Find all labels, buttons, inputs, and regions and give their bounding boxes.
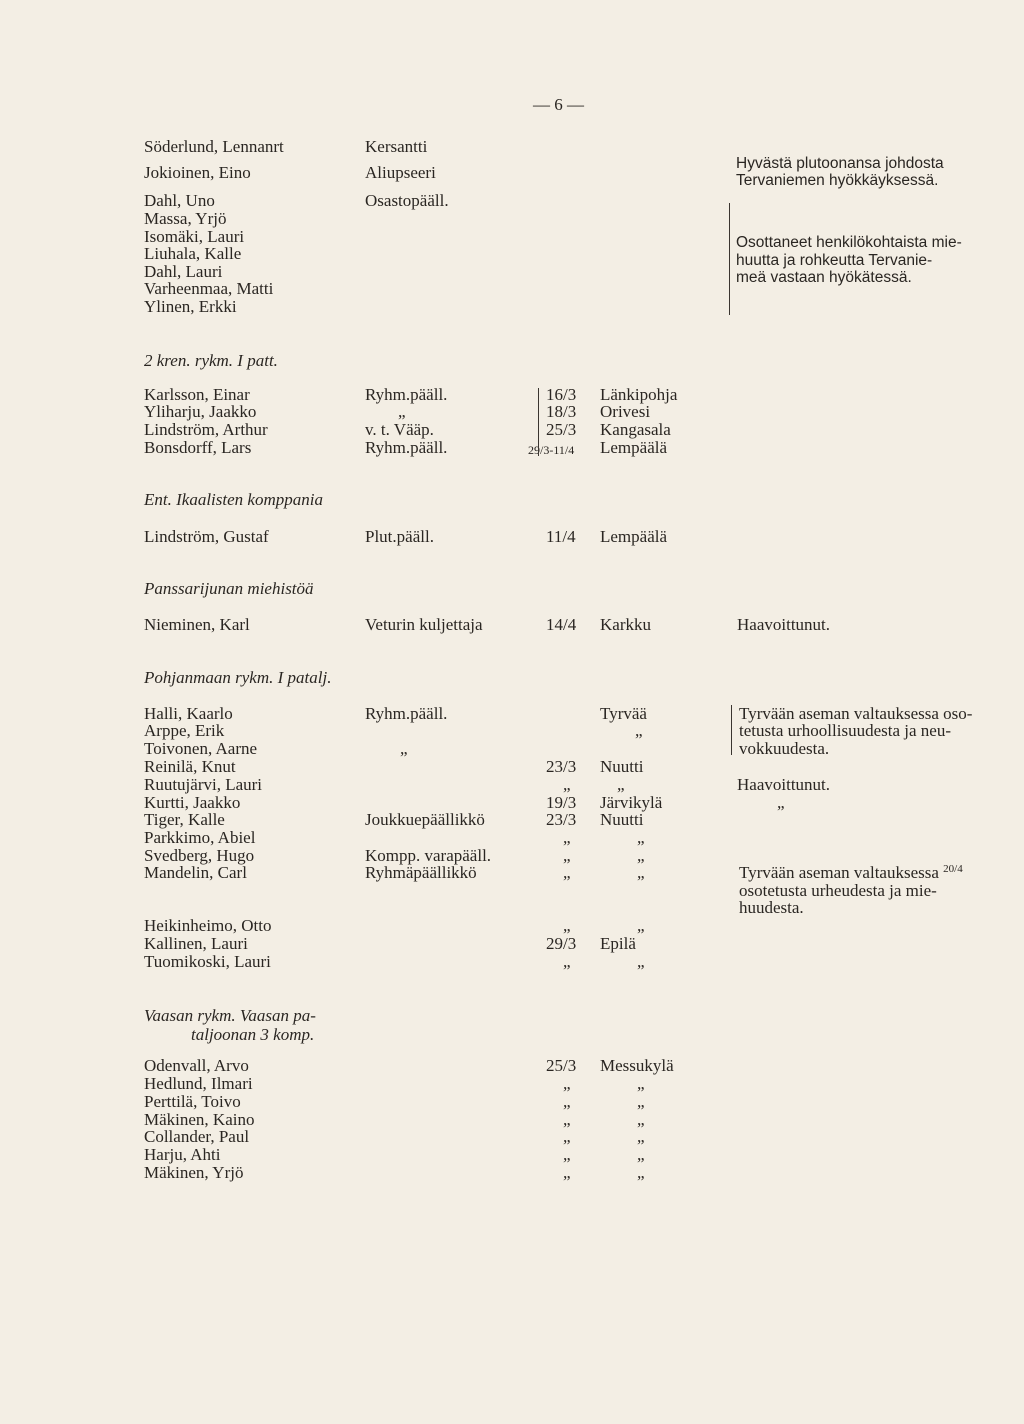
page-number: — 6 — bbox=[533, 95, 584, 114]
name-cell: Dahl, Lauri bbox=[144, 262, 223, 281]
section-heading: Ent. Ikaalisten komppania bbox=[144, 490, 323, 509]
note-date: 20/4 bbox=[943, 863, 963, 875]
place-cell: „ bbox=[637, 1145, 645, 1164]
name-cell: Bonsdorff, Lars bbox=[144, 438, 252, 457]
note-line: Tyrvään aseman valtauksessa oso- bbox=[739, 704, 973, 723]
note-cell: Haavoittunut. bbox=[737, 615, 831, 634]
date-cell: „ bbox=[563, 1163, 571, 1182]
name-cell: Collander, Paul bbox=[144, 1127, 250, 1146]
date-cell: 29/3-11/4 bbox=[528, 443, 575, 457]
note-line: Hyvästä plutoonansa johdosta bbox=[736, 155, 944, 172]
name-cell: Ylinen, Erkki bbox=[144, 297, 237, 316]
name-cell: Arppe, Erik bbox=[144, 721, 225, 740]
note-cell: Haavoittunut. bbox=[737, 775, 831, 794]
note-line: osotetusta urheudesta ja mie- bbox=[739, 881, 937, 900]
name-cell: Karlsson, Einar bbox=[144, 385, 250, 404]
name-cell: Halli, Kaarlo bbox=[144, 704, 233, 723]
date-cell: 23/3 bbox=[546, 757, 577, 776]
note-line: vokkuudesta. bbox=[739, 739, 830, 758]
name-cell: Heikinheimo, Otto bbox=[144, 916, 272, 935]
date-cell: „ bbox=[563, 1110, 571, 1129]
rank-cell: v. t. Vääp. bbox=[365, 420, 434, 439]
rank-cell: Ryhm.pääll. bbox=[365, 438, 448, 457]
date-cell: 19/3 bbox=[546, 793, 577, 812]
name-cell: Kallinen, Lauri bbox=[144, 934, 248, 953]
name-cell: Massa, Yrjö bbox=[144, 209, 227, 228]
place-cell: Järvikylä bbox=[600, 793, 663, 812]
date-cell: „ bbox=[563, 828, 571, 847]
place-cell: „ bbox=[617, 775, 625, 794]
place-cell: „ bbox=[637, 1074, 645, 1093]
note-cell: „ bbox=[777, 793, 785, 812]
name-cell: Isomäki, Lauri bbox=[144, 227, 245, 246]
date-cell: „ bbox=[563, 1074, 571, 1093]
name-cell: Svedberg, Hugo bbox=[144, 846, 255, 865]
date-cell: 18/3 bbox=[546, 402, 577, 421]
date-cell: 14/4 bbox=[546, 615, 577, 634]
rank-cell: Osastopääll. bbox=[365, 191, 449, 210]
rank-cell: Ryhm.pääll. bbox=[365, 385, 448, 404]
rank-cell: Veturin kuljettaja bbox=[365, 615, 483, 634]
date-cell: 29/3 bbox=[546, 934, 577, 953]
name-cell: Odenvall, Arvo bbox=[144, 1056, 249, 1075]
rank-cell: „ bbox=[400, 739, 408, 758]
name-cell: Perttilä, Toivo bbox=[144, 1092, 241, 1111]
brace-line bbox=[538, 388, 539, 456]
place-cell: „ bbox=[635, 721, 643, 740]
date-cell: „ bbox=[563, 775, 571, 794]
date-cell: 16/3 bbox=[546, 385, 577, 404]
name-cell: Nieminen, Karl bbox=[144, 615, 250, 634]
date-cell: „ bbox=[563, 846, 571, 865]
section-heading: Panssarijunan miehistöä bbox=[144, 579, 314, 598]
name-cell: Ruutujärvi, Lauri bbox=[144, 775, 263, 794]
name-cell: Jokioinen, Eino bbox=[144, 163, 251, 182]
date-cell: 11/4 bbox=[546, 527, 576, 546]
section-heading: Pohjanmaan rykm. I patalj. bbox=[144, 668, 332, 687]
date-cell: „ bbox=[563, 1127, 571, 1146]
place-cell: Lempäälä bbox=[600, 527, 668, 546]
section-heading: taljoonan 3 komp. bbox=[191, 1025, 315, 1044]
name-cell: Mäkinen, Kaino bbox=[144, 1110, 255, 1129]
note-line: meä vastaan hyökätessä. bbox=[736, 269, 912, 286]
name-cell: Harju, Ahti bbox=[144, 1145, 221, 1164]
date-cell: 25/3 bbox=[546, 1056, 577, 1075]
place-cell: Karkku bbox=[600, 615, 651, 634]
rank-cell: Ryhmäpäällikkö bbox=[365, 863, 477, 882]
name-cell: Parkkimo, Abiel bbox=[144, 828, 256, 847]
rank-cell: Ryhm.pääll. bbox=[365, 704, 448, 723]
place-cell: Lempäälä bbox=[600, 438, 668, 457]
place-cell: „ bbox=[637, 952, 645, 971]
name-cell: Lindström, Arthur bbox=[144, 420, 268, 439]
place-cell: Nuutti bbox=[600, 757, 644, 776]
place-cell: „ bbox=[637, 916, 645, 935]
date-cell: 23/3 bbox=[546, 810, 577, 829]
name-cell: Kurtti, Jaakko bbox=[144, 793, 241, 812]
note-line bbox=[739, 864, 963, 882]
name-cell: Liuhala, Kalle bbox=[144, 244, 242, 263]
name-cell: Söderlund, Lennanrt bbox=[144, 137, 284, 156]
name-cell: Yliharju, Jaakko bbox=[144, 402, 257, 421]
rank-cell: Joukkuepäällikkö bbox=[365, 810, 485, 829]
brace-line bbox=[731, 705, 732, 755]
name-cell: Hedlund, Ilmari bbox=[144, 1074, 253, 1093]
name-cell: Tuomikoski, Lauri bbox=[144, 952, 271, 971]
rank-cell: „ bbox=[398, 402, 406, 421]
place-cell: Messukylä bbox=[600, 1056, 674, 1075]
section-heading: 2 kren. rykm. I patt. bbox=[144, 351, 278, 370]
name-cell: Mäkinen, Yrjö bbox=[144, 1163, 244, 1182]
name-cell: Tiger, Kalle bbox=[144, 810, 225, 829]
place-cell: Epilä bbox=[600, 934, 636, 953]
date-cell: 25/3 bbox=[546, 420, 577, 439]
place-cell: Kangasala bbox=[600, 420, 671, 439]
date-cell: „ bbox=[563, 863, 571, 882]
place-cell: „ bbox=[637, 846, 645, 865]
name-cell: Reinilä, Knut bbox=[144, 757, 236, 776]
place-cell: „ bbox=[637, 1092, 645, 1111]
note-text: Tyrvään aseman valtauksessa bbox=[739, 863, 939, 882]
name-cell: Lindström, Gustaf bbox=[144, 527, 269, 546]
date-cell: „ bbox=[563, 916, 571, 935]
place-cell: „ bbox=[637, 1163, 645, 1182]
place-cell: „ bbox=[637, 863, 645, 882]
place-cell: „ bbox=[637, 1110, 645, 1129]
note-line: huutta ja rohkeutta Tervanie- bbox=[736, 252, 933, 269]
date-cell: „ bbox=[563, 1145, 571, 1164]
note-line: Osottaneet henkilökohtaista mie- bbox=[736, 234, 962, 251]
rank-cell: Kompp. varapääll. bbox=[365, 846, 492, 865]
name-cell: Varheenmaa, Matti bbox=[144, 279, 274, 298]
place-cell: „ bbox=[637, 1127, 645, 1146]
place-cell: Länkipohja bbox=[600, 385, 678, 404]
note-line: huudesta. bbox=[739, 898, 804, 917]
name-cell: Mandelin, Carl bbox=[144, 863, 247, 882]
name-cell: Dahl, Uno bbox=[144, 191, 215, 210]
section-heading: Vaasan rykm. Vaasan pa- bbox=[144, 1006, 316, 1025]
date-cell: „ bbox=[563, 952, 571, 971]
place-cell: „ bbox=[637, 828, 645, 847]
place-cell: Orivesi bbox=[600, 402, 651, 421]
note-line: tetusta urhoollisuudesta ja neu- bbox=[739, 721, 951, 740]
place-cell: Tyrvää bbox=[600, 704, 647, 723]
place-cell: Nuutti bbox=[600, 810, 644, 829]
rank-cell: Kersantti bbox=[365, 137, 428, 156]
note-line: Tervaniemen hyökkäyksessä. bbox=[736, 172, 939, 189]
brace-line bbox=[729, 203, 730, 315]
date-cell: „ bbox=[563, 1092, 571, 1111]
rank-cell: Plut.pääll. bbox=[365, 527, 434, 546]
rank-cell: Aliupseeri bbox=[365, 163, 436, 182]
name-cell: Toivonen, Aarne bbox=[144, 739, 258, 758]
